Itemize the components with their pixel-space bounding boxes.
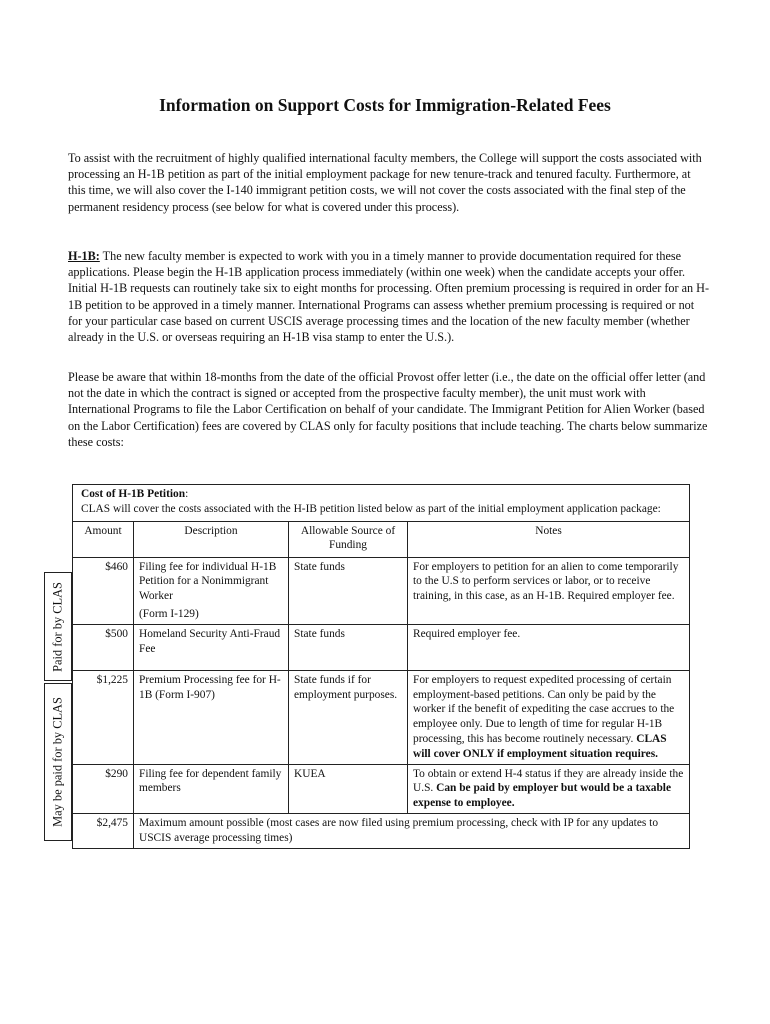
box-title-suffix: : bbox=[185, 488, 189, 500]
table-row bbox=[73, 764, 690, 813]
row-description: Homeland Security Anti-Fraud Fee bbox=[134, 624, 289, 670]
row-funding: State funds if for employment purposes. bbox=[289, 670, 408, 764]
row-amount: $1,225 bbox=[73, 670, 134, 764]
row-notes: Required employer fee. bbox=[408, 624, 690, 670]
h1b-text: The new faculty member is expected to work with you in a timely manner to provide documentation required for these applications. Please begin the H-1B application process immediately (within one week) when the candidate accepts your offer. Initial H-1B requests can routinely take six to eight months for processing. Often premium processing is required in order for an H-1B petition to be approved in a timely manner. International Programs can assess whether premium processing is required or not for your particular case based on current USCIS average processing times and the location of the new faculty member (whether already in the U.S. or overseas requiring an H-1B visa stamp to enter the U.S.). bbox=[68, 249, 710, 345]
row-notes bbox=[408, 670, 690, 764]
intro-paragraph: To assist with the recruitment of highly qualified international faculty members, the College will support the costs associated with processing an H-1B petition as part of the initial employment package for new tenure-track and tenured faculty. Furthermore, at this time, we will also cover the I-140 immigrant petition costs, we will not cover the costs associated with the final step of the permanent residency process (see below for what is covered under this process). bbox=[68, 151, 702, 214]
row-amount: $290 bbox=[73, 764, 134, 813]
header-funding: Allowable Source of Funding bbox=[289, 521, 408, 557]
row-description bbox=[134, 557, 289, 624]
table-box-header bbox=[73, 485, 690, 522]
table-row bbox=[73, 557, 690, 624]
side-box-may-be-paid bbox=[44, 683, 72, 841]
side-label-paid: Paid for by CLAS bbox=[50, 581, 65, 672]
aware-paragraph: Please be aware that within 18-months from the date of the official Provost offer letter (i.e., the date on the official offer letter (and not the date in which the contract is signed or accepted from the prospective faculty member), the unit must work with International Programs to file the Labor Certification on behalf of your candidate. The Immigrant Petition for Alien Worker (based on the Labor Certification) fees are covered by CLAS only for faculty positions that include teaching. The charts below summarize these costs: bbox=[68, 370, 708, 449]
side-label-may-be-paid: May be paid for by CLAS bbox=[50, 697, 65, 827]
table-column-headers bbox=[73, 521, 690, 557]
row-description: Premium Processing fee for H-1B (Form I-907) bbox=[134, 670, 289, 764]
row-funding: State funds bbox=[289, 624, 408, 670]
total-amount: $2,475 bbox=[73, 813, 134, 848]
header-notes: Notes bbox=[408, 521, 690, 557]
row-notes-bold: Can be paid by employer but would be a taxable expense to employee. bbox=[413, 782, 672, 810]
page-title: Information on Support Costs for Immigration-Related Fees bbox=[159, 95, 611, 115]
row-notes-text: To obtain or extend H-4 status if they are already inside the U.S. bbox=[413, 767, 684, 795]
table-row bbox=[73, 624, 690, 670]
header-description: Description bbox=[134, 521, 289, 557]
row-description: Filing fee for dependent family members bbox=[134, 764, 289, 813]
row-amount: $460 bbox=[73, 557, 134, 624]
header-amount: Amount bbox=[73, 521, 134, 557]
box-title: Cost of H-1B Petition bbox=[81, 488, 186, 500]
row-description-text: Filing fee for individual H-1B Petition for a Nonimmigrant Worker bbox=[139, 560, 277, 603]
row-description-extra: (Form I-129) bbox=[139, 607, 199, 620]
table-total-row bbox=[73, 813, 690, 848]
row-notes-bold: CLAS will cover ONLY if employment situation requires. bbox=[413, 732, 667, 760]
box-description: CLAS will cover the costs associated with the H-IB petition listed below as part of the initial employment application package: bbox=[81, 502, 661, 515]
total-text: Maximum amount possible (most cases are now filed using premium processing, check with IP for any updates to USCIS average processing times) bbox=[134, 813, 690, 848]
table-row bbox=[73, 670, 690, 764]
row-funding: State funds bbox=[289, 557, 408, 624]
row-notes-text: For employers to request expedited processing of certain employment-based petitions. Can only be paid by the worker if the benefit of expediting the case accrues to the employee only. Due to length of time for regular H-1B processing, this has become routinely necessary. bbox=[413, 673, 675, 745]
row-funding: KUEA bbox=[289, 764, 408, 813]
h1b-paragraph bbox=[68, 248, 710, 345]
row-amount: $500 bbox=[73, 624, 134, 670]
row-notes bbox=[408, 764, 690, 813]
h1b-lead: H-1B: bbox=[68, 249, 100, 263]
row-notes: For employers to petition for an alien to come temporarily to the U.S to perform services or labor, or to receive training, in this case, as an H-1B. Required employer fee. bbox=[408, 557, 690, 624]
cost-table bbox=[72, 484, 690, 849]
side-box-paid bbox=[44, 572, 72, 681]
